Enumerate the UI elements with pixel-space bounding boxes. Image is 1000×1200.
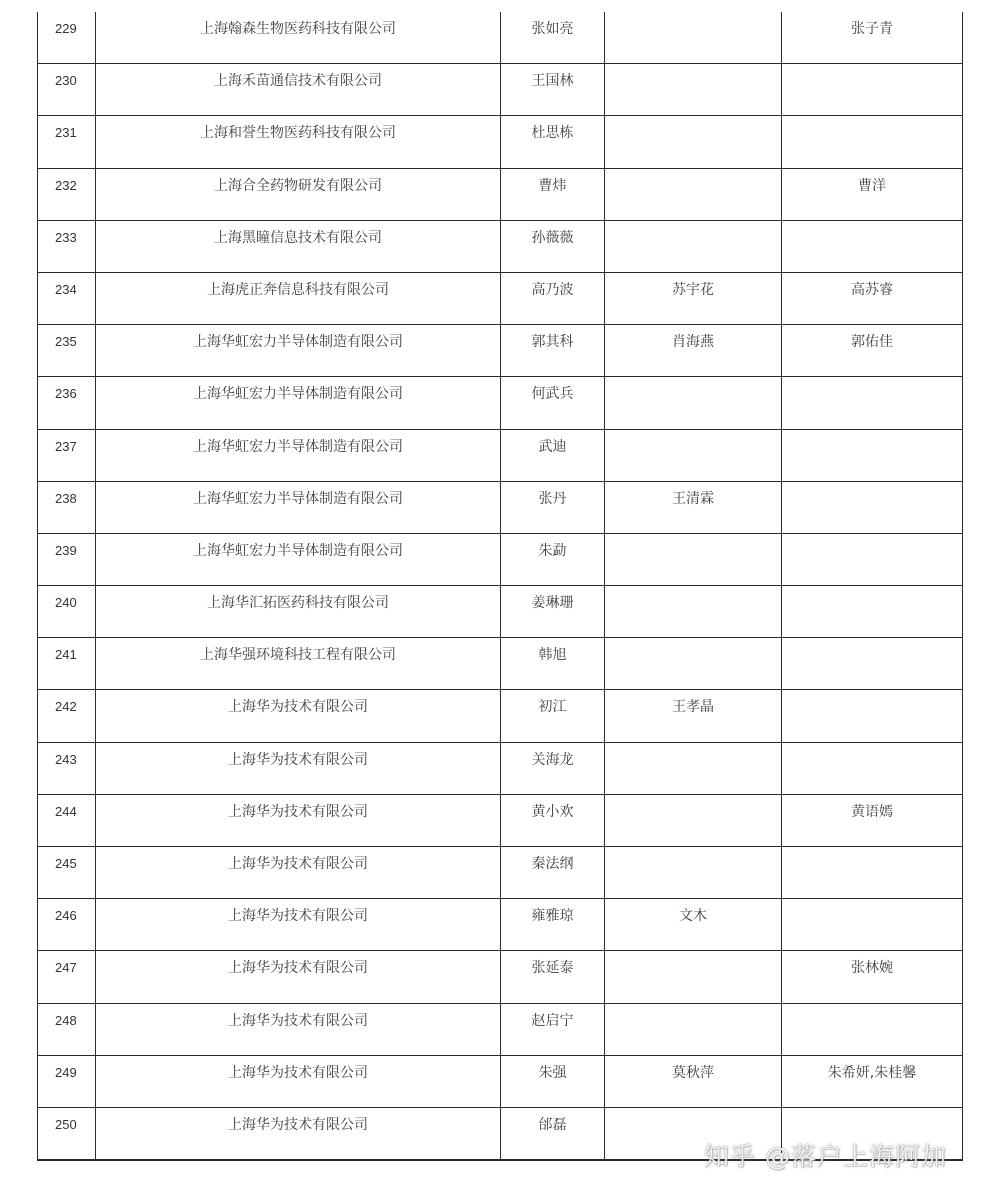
spouse-cell (605, 1003, 782, 1055)
child-cell (782, 586, 963, 638)
child-cell (782, 1055, 963, 1107)
company-name: 上海华为技术有限公司 (228, 960, 368, 977)
applicant-cell (501, 1003, 605, 1055)
company-name: 上海华虹宏力半导体制造有限公司 (193, 334, 403, 351)
spouse-name (605, 12, 781, 21)
applicant-cell (501, 1107, 605, 1160)
row-number-cell (38, 899, 96, 951)
row-number-cell (38, 690, 96, 742)
spouse-name (605, 847, 781, 856)
applicant-cell (501, 1055, 605, 1107)
applicant-name: 姜琳珊 (531, 595, 574, 612)
applicant-name: 朱勐 (538, 542, 567, 559)
row-number: 236 (55, 386, 77, 402)
company-name: 上海合全药物研发有限公司 (214, 177, 382, 194)
table-row (38, 325, 963, 377)
child-name (782, 638, 962, 647)
spouse-cell (605, 742, 782, 794)
table-row (38, 638, 963, 690)
company-name: 上海华为技术有限公司 (228, 1116, 368, 1133)
applicant-cell (501, 12, 605, 64)
child-cell (782, 272, 963, 324)
row-number: 249 (55, 1064, 77, 1080)
applicant-name: 初江 (538, 699, 567, 716)
company-cell (96, 168, 501, 220)
child-cell (782, 638, 963, 690)
child-cell (782, 481, 963, 533)
company-cell (96, 12, 501, 64)
applicant-name: 张延泰 (531, 960, 574, 977)
company-name: 上海华为技术有限公司 (228, 1012, 368, 1029)
row-number: 244 (55, 803, 77, 819)
table-row (38, 951, 963, 1003)
roster-table-body (38, 12, 963, 1160)
child-name (782, 377, 962, 386)
applicant-name: 张丹 (538, 490, 567, 507)
company-cell (96, 690, 501, 742)
child-cell (782, 899, 963, 951)
applicant-cell (501, 638, 605, 690)
row-number: 232 (55, 177, 77, 193)
company-name: 上海华虹宏力半导体制造有限公司 (193, 542, 403, 559)
company-name: 上海华强环境科技工程有限公司 (200, 647, 396, 664)
spouse-cell (605, 64, 782, 116)
applicant-cell (501, 794, 605, 846)
applicant-name: 韩旭 (538, 647, 567, 664)
company-cell (96, 377, 501, 429)
spouse-cell (605, 272, 782, 324)
table-row (38, 899, 963, 951)
company-cell (96, 899, 501, 951)
spouse-cell (605, 325, 782, 377)
row-number-cell (38, 586, 96, 638)
row-number-cell (38, 1003, 96, 1055)
company-cell (96, 533, 501, 585)
spouse-cell (605, 951, 782, 1003)
spouse-name (605, 586, 781, 595)
child-name (782, 430, 962, 439)
spouse-cell (605, 899, 782, 951)
company-name: 上海华为技术有限公司 (228, 908, 368, 925)
company-cell (96, 794, 501, 846)
applicant-cell (501, 847, 605, 899)
row-number-cell (38, 638, 96, 690)
row-number: 230 (55, 73, 77, 89)
spouse-name (605, 64, 781, 73)
spouse-cell (605, 168, 782, 220)
spouse-cell (605, 533, 782, 585)
applicant-cell (501, 690, 605, 742)
applicant-cell (501, 220, 605, 272)
spouse-name (605, 1004, 781, 1013)
row-number: 235 (55, 334, 77, 350)
table-row (38, 586, 963, 638)
row-number: 233 (55, 229, 77, 245)
row-number-cell (38, 220, 96, 272)
company-name: 上海华为技术有限公司 (228, 803, 368, 820)
spouse-name (605, 795, 781, 804)
child-cell (782, 951, 963, 1003)
row-number: 248 (55, 1012, 77, 1028)
applicant-name: 孙薇薇 (531, 229, 574, 246)
child-cell (782, 847, 963, 899)
company-name: 上海华为技术有限公司 (228, 1064, 368, 1081)
company-name: 上海华为技术有限公司 (228, 699, 368, 716)
row-number-cell (38, 168, 96, 220)
applicant-cell (501, 272, 605, 324)
child-name: 朱希妍,朱桂馨 (827, 1064, 917, 1081)
table-row (38, 481, 963, 533)
child-name (782, 221, 962, 230)
child-cell (782, 690, 963, 742)
company-name: 上海华汇拓医药科技有限公司 (207, 595, 389, 612)
applicant-name: 武迪 (538, 438, 567, 455)
row-number: 239 (55, 542, 77, 558)
child-cell (782, 168, 963, 220)
child-name (782, 899, 962, 908)
row-number-cell (38, 794, 96, 846)
company-cell (96, 481, 501, 533)
row-number: 231 (55, 125, 77, 141)
company-cell (96, 325, 501, 377)
spouse-name: 王清霖 (672, 490, 714, 507)
company-cell (96, 220, 501, 272)
spouse-name (605, 638, 781, 647)
applicant-cell (501, 325, 605, 377)
applicant-cell (501, 899, 605, 951)
company-name: 上海华为技术有限公司 (228, 856, 368, 872)
row-number-cell (38, 64, 96, 116)
applicant-cell (501, 116, 605, 168)
spouse-name (605, 1108, 781, 1117)
child-name (782, 690, 962, 699)
row-number: 238 (55, 490, 77, 506)
applicant-name: 秦法纲 (531, 856, 574, 872)
table-row (38, 847, 963, 899)
child-name (782, 743, 962, 752)
spouse-name (605, 534, 781, 543)
row-number: 245 (55, 856, 77, 871)
child-cell (782, 429, 963, 481)
spouse-name: 肖海燕 (672, 334, 714, 351)
applicant-name: 杜思栋 (531, 125, 574, 142)
spouse-name (605, 221, 781, 230)
table-row (38, 272, 963, 324)
company-cell (96, 638, 501, 690)
spouse-cell (605, 690, 782, 742)
spouse-name (605, 951, 781, 960)
company-name: 上海虎正奔信息科技有限公司 (207, 281, 389, 298)
table-row (38, 220, 963, 272)
child-cell (782, 12, 963, 64)
applicant-name: 朱强 (538, 1064, 567, 1081)
spouse-cell (605, 638, 782, 690)
row-number-cell (38, 12, 96, 64)
applicant-name: 曹炜 (538, 177, 567, 194)
spouse-cell (605, 429, 782, 481)
company-cell (96, 429, 501, 481)
company-cell (96, 116, 501, 168)
table-row (38, 168, 963, 220)
spouse-name (605, 116, 781, 125)
company-cell (96, 586, 501, 638)
spouse-cell (605, 794, 782, 846)
child-name (782, 586, 962, 595)
row-number-cell (38, 325, 96, 377)
row-number-cell (38, 951, 96, 1003)
row-number-cell (38, 533, 96, 585)
company-cell (96, 1003, 501, 1055)
row-number: 229 (55, 21, 77, 36)
child-name: 张林婉 (851, 960, 893, 977)
spouse-cell (605, 586, 782, 638)
child-name (782, 534, 962, 543)
applicant-name: 何武兵 (531, 386, 574, 403)
table-row (38, 533, 963, 585)
watermark: 知乎 @落户上海阿加 (704, 1142, 947, 1171)
company-name: 上海禾苗通信技术有限公司 (214, 73, 382, 90)
child-name (782, 116, 962, 125)
child-name (782, 64, 962, 73)
spouse-name: 王孝晶 (672, 699, 714, 716)
applicant-name: 高乃波 (531, 281, 574, 298)
applicant-cell (501, 742, 605, 794)
applicant-name: 雍雅琼 (531, 908, 574, 925)
child-name (782, 1108, 962, 1117)
spouse-name (605, 430, 781, 439)
applicant-name: 郭其科 (531, 334, 574, 351)
company-name: 上海翰森生物医药科技有限公司 (200, 21, 396, 37)
row-number-cell (38, 116, 96, 168)
child-cell (782, 1003, 963, 1055)
child-name: 张子青 (851, 21, 893, 37)
row-number: 237 (55, 438, 77, 454)
company-cell (96, 272, 501, 324)
applicant-name: 关海龙 (531, 751, 574, 768)
child-name (782, 1004, 962, 1013)
spouse-cell (605, 1055, 782, 1107)
table-row (38, 377, 963, 429)
row-number-cell (38, 481, 96, 533)
company-name: 上海黑瞳信息技术有限公司 (214, 229, 382, 246)
applicant-cell (501, 429, 605, 481)
child-cell (782, 64, 963, 116)
company-cell (96, 847, 501, 899)
spouse-name (605, 743, 781, 752)
company-cell (96, 742, 501, 794)
row-number-cell (38, 847, 96, 899)
child-name (782, 482, 962, 491)
child-name: 高苏睿 (851, 281, 893, 298)
applicant-cell (501, 533, 605, 585)
row-number: 247 (55, 960, 77, 976)
company-cell (96, 1055, 501, 1107)
applicant-name: 赵启宁 (531, 1012, 574, 1029)
company-cell (96, 64, 501, 116)
spouse-cell (605, 220, 782, 272)
roster-sheet (37, 12, 962, 1161)
table-row (38, 742, 963, 794)
child-cell (782, 794, 963, 846)
row-number: 242 (55, 699, 77, 715)
row-number: 243 (55, 751, 77, 767)
table-row (38, 690, 963, 742)
company-cell (96, 1107, 501, 1160)
spouse-name: 莫秋萍 (672, 1064, 714, 1081)
row-number-cell (38, 377, 96, 429)
row-number-cell (38, 429, 96, 481)
company-name: 上海华为技术有限公司 (228, 751, 368, 768)
row-number: 234 (55, 281, 77, 297)
spouse-cell (605, 377, 782, 429)
child-cell (782, 533, 963, 585)
row-number: 246 (55, 908, 77, 924)
spouse-name: 苏宇花 (672, 281, 714, 298)
child-name: 郭佑佳 (851, 334, 893, 351)
spouse-cell (605, 481, 782, 533)
roster-table (37, 12, 963, 1161)
spouse-cell (605, 116, 782, 168)
applicant-cell (501, 168, 605, 220)
applicant-name: 黄小欢 (531, 803, 574, 820)
company-name: 上海华虹宏力半导体制造有限公司 (193, 386, 403, 403)
company-name: 上海和誉生物医药科技有限公司 (200, 125, 396, 142)
row-number-cell (38, 272, 96, 324)
applicant-cell (501, 481, 605, 533)
child-cell (782, 377, 963, 429)
spouse-cell (605, 847, 782, 899)
row-number: 241 (55, 647, 77, 663)
applicant-cell (501, 951, 605, 1003)
table-row (38, 1055, 963, 1107)
row-number: 240 (55, 595, 77, 611)
table-row (38, 116, 963, 168)
child-cell (782, 742, 963, 794)
spouse-name: 文木 (679, 908, 707, 925)
company-cell (96, 951, 501, 1003)
table-row (38, 64, 963, 116)
applicant-name: 张如亮 (531, 21, 574, 37)
child-cell (782, 325, 963, 377)
table-row (38, 12, 963, 64)
child-name (782, 847, 962, 856)
spouse-name (605, 169, 781, 178)
row-number-cell (38, 1055, 96, 1107)
applicant-name: 邰磊 (538, 1116, 567, 1133)
applicant-cell (501, 64, 605, 116)
child-name: 黄语嫣 (851, 803, 893, 820)
company-name: 上海华虹宏力半导体制造有限公司 (193, 438, 403, 455)
applicant-cell (501, 377, 605, 429)
table-row (38, 1003, 963, 1055)
row-number-cell (38, 742, 96, 794)
company-name: 上海华虹宏力半导体制造有限公司 (193, 490, 403, 507)
table-row (38, 794, 963, 846)
table-row (38, 429, 963, 481)
row-number: 250 (55, 1116, 77, 1132)
spouse-name (605, 377, 781, 386)
spouse-cell (605, 12, 782, 64)
row-number-cell (38, 1107, 96, 1160)
applicant-cell (501, 586, 605, 638)
child-name: 曹洋 (858, 177, 886, 194)
child-cell (782, 116, 963, 168)
applicant-name: 王国林 (531, 73, 574, 90)
child-cell (782, 220, 963, 272)
